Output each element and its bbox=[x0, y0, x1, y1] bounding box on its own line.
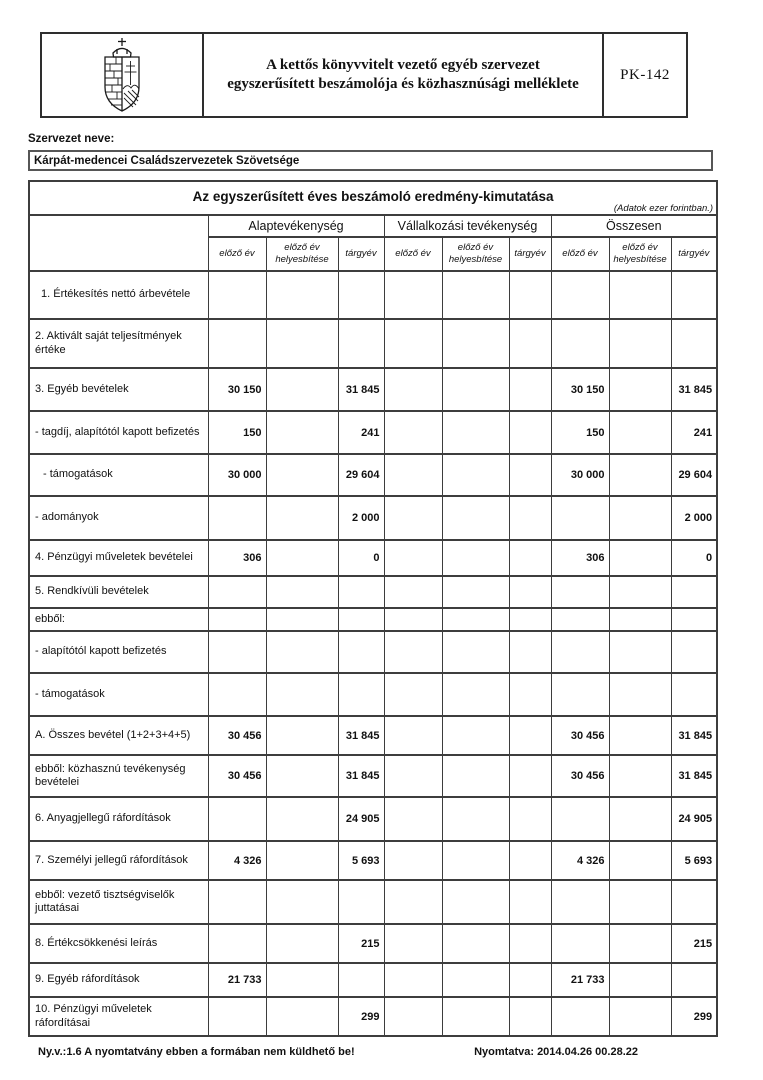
value-cell bbox=[442, 271, 509, 319]
value-cell bbox=[266, 271, 338, 319]
value-cell: 150 bbox=[208, 411, 266, 454]
table-body bbox=[29, 271, 717, 1036]
value-cell bbox=[609, 716, 671, 755]
value-cell bbox=[266, 540, 338, 576]
value-cell bbox=[384, 924, 442, 963]
value-cell bbox=[609, 540, 671, 576]
value-cell bbox=[384, 271, 442, 319]
value-cell: 31 845 bbox=[338, 716, 384, 755]
value-cell bbox=[442, 496, 509, 540]
value-cell bbox=[384, 880, 442, 924]
column-group-header-row bbox=[29, 215, 717, 237]
value-cell bbox=[442, 924, 509, 963]
value-cell bbox=[609, 454, 671, 496]
form-code: PK-142 bbox=[602, 34, 686, 116]
value-cell bbox=[266, 368, 338, 411]
value-cell bbox=[551, 924, 609, 963]
subheader-prev-year: előző év bbox=[208, 237, 266, 271]
value-cell bbox=[609, 368, 671, 411]
row-label: - tagdíj, alapítótól kapott befizetés bbox=[29, 411, 208, 454]
value-cell bbox=[384, 997, 442, 1036]
value-cell bbox=[384, 411, 442, 454]
value-cell bbox=[509, 716, 551, 755]
row-label: ebből: vezető tisztségviselők juttatásai bbox=[29, 880, 208, 924]
value-cell bbox=[442, 880, 509, 924]
value-cell bbox=[384, 841, 442, 880]
unit-note: (Adatok ezer forintban.) bbox=[613, 203, 714, 214]
value-cell bbox=[338, 576, 384, 608]
value-cell bbox=[266, 880, 338, 924]
value-cell: 29 604 bbox=[671, 454, 717, 496]
value-cell bbox=[551, 608, 609, 631]
value-cell bbox=[384, 755, 442, 797]
row-label: 1. Értékesítés nettó árbevétele bbox=[29, 271, 208, 319]
value-cell bbox=[208, 880, 266, 924]
value-cell: 5 693 bbox=[338, 841, 384, 880]
subheader-prev-year-correction: előző év helyesbítése bbox=[609, 237, 671, 271]
printed-timestamp: Nyomtatva: 2014.04.26 00.28.22 bbox=[474, 1046, 638, 1058]
value-cell: 31 845 bbox=[671, 716, 717, 755]
subheader-prev-year-correction: előző év helyesbítése bbox=[442, 237, 509, 271]
value-cell bbox=[338, 673, 384, 716]
value-cell: 150 bbox=[551, 411, 609, 454]
value-cell: 306 bbox=[208, 540, 266, 576]
value-cell bbox=[384, 631, 442, 673]
value-cell bbox=[266, 631, 338, 673]
form-title-line1: A kettős könyvvitelt vezető egyéb szervezet bbox=[266, 56, 540, 73]
value-cell bbox=[509, 576, 551, 608]
value-cell: 30 150 bbox=[208, 368, 266, 411]
value-cell: 5 693 bbox=[671, 841, 717, 880]
row-label: 4. Pénzügyi műveletek bevételei bbox=[29, 540, 208, 576]
value-cell bbox=[551, 631, 609, 673]
table-title-cell bbox=[29, 181, 717, 215]
table-row bbox=[29, 924, 717, 963]
value-cell bbox=[266, 673, 338, 716]
value-cell bbox=[338, 880, 384, 924]
value-cell bbox=[266, 963, 338, 997]
table-title: Az egyszerűsített éves beszámoló eredmény-kimutatása bbox=[192, 188, 554, 204]
result-statement-table bbox=[28, 180, 718, 1037]
value-cell: 30 000 bbox=[551, 454, 609, 496]
value-cell: 29 604 bbox=[338, 454, 384, 496]
value-cell: 31 845 bbox=[338, 368, 384, 411]
table-row bbox=[29, 411, 717, 454]
coat-of-arms-cell bbox=[42, 34, 204, 116]
value-cell: 299 bbox=[338, 997, 384, 1036]
row-label: - adományok bbox=[29, 496, 208, 540]
value-cell: 21 733 bbox=[551, 963, 609, 997]
table-row bbox=[29, 997, 717, 1036]
value-cell bbox=[338, 608, 384, 631]
value-cell: 4 326 bbox=[551, 841, 609, 880]
value-cell: 30 456 bbox=[208, 755, 266, 797]
value-cell: 31 845 bbox=[671, 755, 717, 797]
value-cell bbox=[208, 319, 266, 368]
row-label: ebből: bbox=[29, 608, 208, 631]
value-cell bbox=[509, 540, 551, 576]
value-cell bbox=[384, 963, 442, 997]
value-cell: 30 456 bbox=[208, 716, 266, 755]
value-cell bbox=[208, 576, 266, 608]
value-cell bbox=[609, 271, 671, 319]
value-cell bbox=[208, 797, 266, 841]
value-cell bbox=[609, 319, 671, 368]
value-cell bbox=[609, 997, 671, 1036]
value-cell: 31 845 bbox=[338, 755, 384, 797]
row-label-column-header bbox=[29, 215, 208, 271]
value-cell: 31 845 bbox=[671, 368, 717, 411]
value-cell bbox=[551, 673, 609, 716]
value-cell bbox=[551, 880, 609, 924]
subheader-prev-year: előző év bbox=[384, 237, 442, 271]
value-cell bbox=[671, 319, 717, 368]
table-row bbox=[29, 880, 717, 924]
value-cell bbox=[442, 576, 509, 608]
value-cell bbox=[442, 454, 509, 496]
value-cell bbox=[384, 368, 442, 411]
value-cell bbox=[509, 880, 551, 924]
group-header-total: Összesen bbox=[551, 215, 717, 237]
value-cell bbox=[384, 673, 442, 716]
table-row bbox=[29, 673, 717, 716]
row-label: 5. Rendkívüli bevételek bbox=[29, 576, 208, 608]
organization-name-value: Kárpát-medencei Családszervezetek Szövetsége bbox=[34, 154, 300, 167]
value-cell bbox=[609, 608, 671, 631]
value-cell bbox=[442, 755, 509, 797]
value-cell bbox=[442, 411, 509, 454]
value-cell bbox=[384, 608, 442, 631]
value-cell bbox=[266, 997, 338, 1036]
table-row bbox=[29, 963, 717, 997]
value-cell bbox=[609, 963, 671, 997]
value-cell: 30 150 bbox=[551, 368, 609, 411]
value-cell bbox=[442, 631, 509, 673]
row-label: - alapítótól kapott befizetés bbox=[29, 631, 208, 673]
form-title-line2: egyszerűsített beszámolója és közhasznúsági melléklete bbox=[227, 76, 579, 92]
value-cell bbox=[442, 319, 509, 368]
row-label: 8. Értékcsökkenési leírás bbox=[29, 924, 208, 963]
table-row bbox=[29, 608, 717, 631]
value-cell bbox=[671, 631, 717, 673]
value-cell bbox=[208, 673, 266, 716]
subheader-prev-year-correction: előző év helyesbítése bbox=[266, 237, 338, 271]
value-cell bbox=[384, 454, 442, 496]
value-cell bbox=[609, 496, 671, 540]
hungarian-coat-of-arms-icon bbox=[93, 37, 151, 113]
value-cell bbox=[609, 797, 671, 841]
table-row bbox=[29, 797, 717, 841]
value-cell bbox=[442, 841, 509, 880]
table-row bbox=[29, 454, 717, 496]
value-cell bbox=[266, 841, 338, 880]
table-row bbox=[29, 368, 717, 411]
value-cell bbox=[208, 997, 266, 1036]
value-cell bbox=[442, 997, 509, 1036]
value-cell bbox=[338, 319, 384, 368]
row-label: 6. Anyagjellegű ráfordítások bbox=[29, 797, 208, 841]
subheader-prev-year: előző év bbox=[551, 237, 609, 271]
group-header-core-activity: Alaptevékenység bbox=[208, 215, 384, 237]
value-cell bbox=[338, 631, 384, 673]
value-cell bbox=[509, 608, 551, 631]
table-row bbox=[29, 540, 717, 576]
table-row bbox=[29, 319, 717, 368]
value-cell bbox=[442, 608, 509, 631]
value-cell bbox=[509, 963, 551, 997]
value-cell bbox=[384, 319, 442, 368]
value-cell: 215 bbox=[338, 924, 384, 963]
row-label: - támogatások bbox=[29, 454, 208, 496]
value-cell bbox=[609, 880, 671, 924]
value-cell bbox=[266, 716, 338, 755]
row-label: 3. Egyéb bevételek bbox=[29, 368, 208, 411]
value-cell: 24 905 bbox=[338, 797, 384, 841]
value-cell bbox=[266, 924, 338, 963]
value-cell bbox=[609, 673, 671, 716]
value-cell bbox=[266, 454, 338, 496]
table-row bbox=[29, 576, 717, 608]
value-cell bbox=[551, 997, 609, 1036]
table-title-row bbox=[29, 181, 717, 215]
value-cell: 241 bbox=[671, 411, 717, 454]
value-cell bbox=[266, 496, 338, 540]
value-cell bbox=[671, 271, 717, 319]
value-cell bbox=[208, 608, 266, 631]
value-cell bbox=[442, 540, 509, 576]
table-row bbox=[29, 496, 717, 540]
value-cell: 241 bbox=[338, 411, 384, 454]
value-cell: 215 bbox=[671, 924, 717, 963]
value-cell bbox=[384, 716, 442, 755]
row-label: 9. Egyéb ráfordítások bbox=[29, 963, 208, 997]
value-cell bbox=[509, 454, 551, 496]
value-cell bbox=[442, 963, 509, 997]
value-cell: 306 bbox=[551, 540, 609, 576]
value-cell bbox=[208, 271, 266, 319]
value-cell bbox=[609, 631, 671, 673]
value-cell: 299 bbox=[671, 997, 717, 1036]
page-footer bbox=[28, 1046, 716, 1058]
row-label: - támogatások bbox=[29, 673, 208, 716]
organization-name-field bbox=[28, 150, 713, 171]
value-cell bbox=[509, 755, 551, 797]
value-cell bbox=[208, 631, 266, 673]
value-cell: 30 000 bbox=[208, 454, 266, 496]
row-label: A. Összes bevétel (1+2+3+4+5) bbox=[29, 716, 208, 755]
row-label: 2. Aktivált saját teljesítmények értéke bbox=[29, 319, 208, 368]
value-cell bbox=[671, 673, 717, 716]
value-cell: 4 326 bbox=[208, 841, 266, 880]
value-cell bbox=[509, 319, 551, 368]
value-cell bbox=[551, 797, 609, 841]
table-row bbox=[29, 841, 717, 880]
value-cell bbox=[384, 576, 442, 608]
value-cell bbox=[384, 496, 442, 540]
value-cell: 30 456 bbox=[551, 755, 609, 797]
value-cell bbox=[671, 608, 717, 631]
value-cell: 24 905 bbox=[671, 797, 717, 841]
value-cell bbox=[442, 368, 509, 411]
value-cell: 2 000 bbox=[671, 496, 717, 540]
table-row bbox=[29, 716, 717, 755]
value-cell bbox=[551, 271, 609, 319]
value-cell bbox=[671, 576, 717, 608]
value-cell bbox=[338, 271, 384, 319]
value-cell bbox=[442, 673, 509, 716]
row-label: 7. Személyi jellegű ráfordítások bbox=[29, 841, 208, 880]
value-cell: 0 bbox=[671, 540, 717, 576]
value-cell bbox=[384, 797, 442, 841]
value-cell bbox=[509, 631, 551, 673]
value-cell bbox=[208, 924, 266, 963]
value-cell bbox=[509, 271, 551, 319]
table-row bbox=[29, 631, 717, 673]
value-cell: 0 bbox=[338, 540, 384, 576]
value-cell bbox=[609, 576, 671, 608]
value-cell bbox=[266, 608, 338, 631]
group-header-business-activity: Vállalkozási tevékenység bbox=[384, 215, 551, 237]
value-cell bbox=[609, 841, 671, 880]
value-cell bbox=[609, 924, 671, 963]
value-cell bbox=[384, 540, 442, 576]
value-cell bbox=[266, 319, 338, 368]
form-title bbox=[204, 34, 602, 116]
subheader-current-year: tárgyév bbox=[338, 237, 384, 271]
value-cell bbox=[266, 755, 338, 797]
value-cell bbox=[509, 673, 551, 716]
value-cell: 21 733 bbox=[208, 963, 266, 997]
value-cell: 2 000 bbox=[338, 496, 384, 540]
value-cell bbox=[671, 880, 717, 924]
value-cell bbox=[442, 716, 509, 755]
value-cell bbox=[609, 755, 671, 797]
value-cell bbox=[208, 496, 266, 540]
value-cell bbox=[509, 368, 551, 411]
value-cell bbox=[671, 963, 717, 997]
value-cell bbox=[509, 496, 551, 540]
value-cell bbox=[551, 319, 609, 368]
subheader-current-year: tárgyév bbox=[671, 237, 717, 271]
value-cell bbox=[442, 797, 509, 841]
value-cell bbox=[266, 576, 338, 608]
table-row bbox=[29, 755, 717, 797]
value-cell bbox=[509, 411, 551, 454]
value-cell bbox=[509, 997, 551, 1036]
row-label: 10. Pénzügyi műveletek ráfordításai bbox=[29, 997, 208, 1036]
value-cell bbox=[551, 576, 609, 608]
value-cell bbox=[266, 797, 338, 841]
organization-name-label: Szervezet neve: bbox=[28, 133, 115, 145]
value-cell: 30 456 bbox=[551, 716, 609, 755]
table-row bbox=[29, 271, 717, 319]
version-note: Ny.v.:1.6 A nyomtatvány ebben a formában nem küldhető be! bbox=[38, 1046, 355, 1058]
value-cell bbox=[266, 411, 338, 454]
row-label: ebből: közhasznú tevékenység bevételei bbox=[29, 755, 208, 797]
value-cell bbox=[509, 797, 551, 841]
subheader-current-year: tárgyév bbox=[509, 237, 551, 271]
value-cell bbox=[509, 841, 551, 880]
form-header bbox=[40, 32, 688, 118]
value-cell bbox=[509, 924, 551, 963]
value-cell bbox=[551, 496, 609, 540]
value-cell bbox=[609, 411, 671, 454]
value-cell bbox=[338, 963, 384, 997]
